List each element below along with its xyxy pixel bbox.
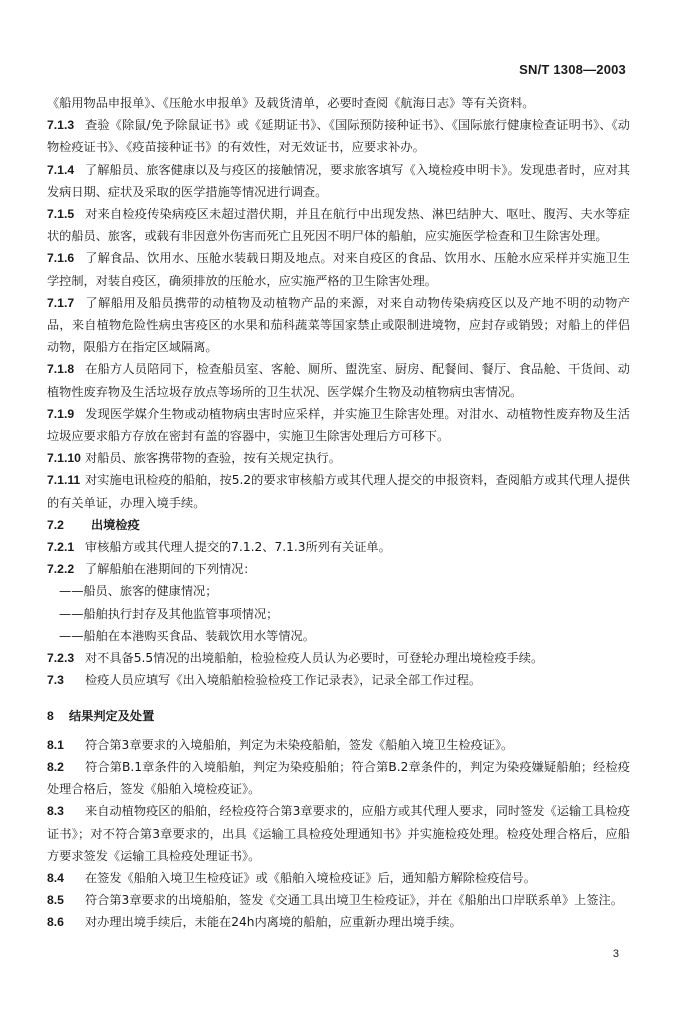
- paragraph-7-2-2: 7.2.2 了解船舶在港期间的下列情况：: [47, 562, 256, 577]
- paragraph-8-6: 8.6 对办理出境手续后，未能在24h内离境的船舶，应重新办理出境手续。: [47, 915, 462, 930]
- paragraph-7-1-8: 7.1.8 在船方人员陪同下，检查船员室、客舱、厕所、盥洗室、厨房、配餐间、餐厅、食品舱、干货间、动植物性废弃物及生活垃圾存放点等场所的卫生状况、医学媒介生物及动植物病虫害情况。: [47, 362, 630, 399]
- paragraph-8-2: 8.2 符合第B.1章条件的入境船舶，判定为染疫船舶；符合第B.2章条件的，判定为染疫嫌疑船舶；经检疫处理合格后，签发《船舶入境检疫证》。: [47, 759, 630, 797]
- paragraph-7-1-7: 7.1.7 了解船用及船员携带的动植物及动植物产品的来源，对来自动物传染病疫区以及产地不明的动物产品，来自植物危险性病虫害疫区的水果和茄科蔬菜等国家禁止或限制进境物，应封存或销毁；对船上的伴侣动物，限船方在指定区域隔离。: [47, 295, 630, 355]
- dash-item: ——船舶执行封存及其他监管事项情况；: [59, 606, 279, 621]
- section-heading-8: 8 结果判定及处置: [47, 709, 155, 724]
- paragraph-7-2-3: 7.2.3 对不具备5.5情况的出境船舶，检验检疫人员认为必要时，可登轮办理出境检疫手续。: [47, 651, 544, 666]
- paragraph-8-3: 8.3 来自动植物疫区的船舶，经检疫符合第3章要求的，应船方或其代理人要求，同时签发《运输工具检疫证书》；对不符合第3章要求的，出具《运输工具检疫处理通知书》并实施检疫处理。检疫处理合格后，应船方要求签发《运输工具检疫处理证书》。: [47, 804, 630, 863]
- paragraph-7-3: 7.3 检疫人员应填写《出入境船舶检验检疫工作记录表》，记录全部工作过程。: [47, 673, 482, 688]
- paragraph-8-5: 8.5 符合第3章要求的出境船舶，签发《交通工具出境卫生检疫证》，并在《船舶出口岸联系单》上签注。: [47, 893, 623, 908]
- paragraph-7-1-9: 7.1.9 发现医学媒介生物或动植物病虫害时应采样，并实施卫生除害处理。对泔水、动植物性废弃物及生活垃圾应要求船方存放在密封有盖的容器中，实施卫生除害处理后方可移下。: [47, 406, 630, 444]
- document-body: [47, 92, 630, 934]
- paragraph-7-1-2-cont: 《船用物品申报单》、《压舱水申报单》及载货清单，必要时查阅《航海日志》等有关资料。: [47, 96, 535, 110]
- paragraph-7-2-1: 7.2.1 审核船方或其代理人提交的7.1.2、7.1.3所列有关证单。: [47, 540, 391, 555]
- paragraph-7-1-3: 7.1.3 查验《除鼠/免予除鼠证书》或《延期证书》、《国际预防接种证书》、《国际旅行健康检查证明书》、《动物检疫证书》、《疫苗接种证书》的有效性，对无效证书，应要求补办。: [47, 118, 630, 155]
- paragraph-8-4: 8.4 在签发《船舶入境卫生检疫证》或《船舶入境检疫证》后，通知船方解除检疫信号。: [47, 870, 536, 885]
- standard-code: SN/T 1308—2003: [519, 62, 626, 77]
- paragraph-7-1-6: 7.1.6 了解食品、饮用水、压舱水装载日期及地点。对来自疫区的食品、饮用水、压舱水应采样并实施卫生学控制，对装自疫区，确须排放的压舱水，应实施严格的卫生除害处理。: [47, 251, 630, 288]
- paragraph-8-1: 8.1 符合第3章要求的入境船舶，判定为未染疫船舶，签发《船舶入境卫生检疫证》。: [47, 737, 514, 752]
- page-number: 3: [612, 948, 619, 960]
- paragraph-7-1-11: 7.1.11 对实施电讯检疫的船舶，按5.2的要求审核船方或其代理人提交的申报资料，查阅船方或其代理人提供的有关单证，办理入境手续。: [47, 473, 630, 510]
- paragraph-7-1-4: 7.1.4 了解船员、旅客健康以及与疫区的接触情况，要求旅客填写《入境检疫申明卡》。发现患者时，应对其发病日期、症状及采取的医学措施等情况进行调查。: [47, 162, 630, 199]
- paragraph-7-1-5: 7.1.5 对来自检疫传染病疫区未超过潜伏期，并且在航行中出现发热、淋巴结肿大、呕吐、腹泻、夫水等症状的船员、旅客，或载有非因意外伤害而死亡且死因不明尸体的船舶，应实施医学检查和卫生除害处理。: [47, 207, 630, 244]
- section-heading-7-2: 7.2 出境检疫: [47, 517, 140, 532]
- dash-item: ——船舶在本港购买食品、装载饮用水等情况。: [59, 628, 315, 643]
- dash-item: ——船员、旅客的健康情况；: [59, 584, 218, 599]
- paragraph-7-1-10: 7.1.10 对船员、旅客携带物的查验，按有关规定执行。: [47, 451, 341, 466]
